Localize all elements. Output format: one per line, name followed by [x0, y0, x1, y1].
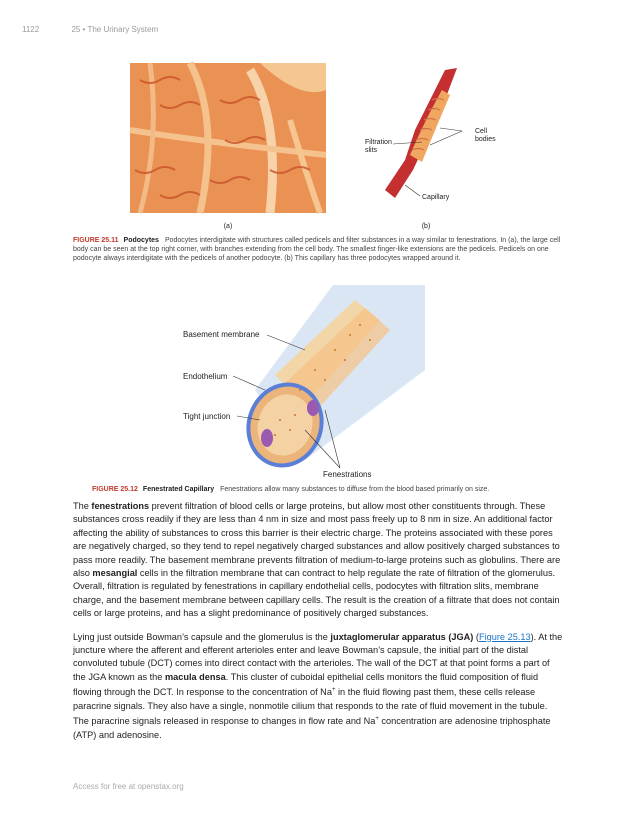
figure-25-11-caption: [73, 236, 563, 263]
caption-text: Podocytes interdigitate with structures called pedicels and filter substances in a way similar to fenestrations. In (a), the large cell body can be seen at the top right corner, with branches extending from the cell body. The smallest finger-like extensions are the pedicels. Pedicels on one podocyte always interdigitate with the pedicels of another podocyte. (b) This capillary has three podocytes wrapped around it.: [73, 237, 561, 262]
footer: Access for free at openstax.org: [73, 782, 184, 791]
text: . This cluster of cuboidal epithelial cells monitors the fluid composition of fluid flowing through the DCT. In response to the concentration of Na: [73, 671, 539, 698]
body-text: [73, 500, 563, 752]
label-filtration-1: Filtration: [365, 139, 392, 146]
capillary-illustration: [385, 68, 462, 198]
caption-title: Podocytes: [123, 237, 159, 244]
label-fenestrations: Fenestrations: [323, 470, 372, 479]
page-number: 1122: [22, 25, 40, 34]
label-endothelium: Endothelium: [183, 372, 228, 381]
paragraph-1: [73, 500, 563, 621]
text: ). At the juncture where the afferent and efferent arterioles enter and leave Bowman’s capsule, the initial part of the distal convoluted tubule (DCT) comes into direct contact with the arterioles. The wall of the DCT at that point forms a part of the JGA known as the: [73, 631, 563, 682]
caption-number: FIGURE 25.11: [73, 237, 119, 244]
figure-25-13-link[interactable]: Figure 25.13: [478, 631, 531, 642]
panel-b-label: (b): [421, 223, 431, 230]
figure-25-12-caption: [92, 485, 582, 494]
page-header: [22, 25, 158, 34]
text: cells in the filtration membrane that can contract to help regulate the rate of filtration of the glomerulus. Overall, filtration is regulated by fenestrations in capillary endothelial cells, podocytes with filtration slits, membrane charge, and the basement membrane between capillary cells. The result is the creation of a filtrate that does not contain cells or large proteins, and has a slight predominance of positively charged substances.: [73, 568, 560, 619]
superscript: +: [331, 687, 336, 694]
text: (: [473, 631, 479, 642]
paragraph-2: [73, 631, 563, 742]
label-tight-junction: Tight junction: [183, 412, 231, 421]
text: prevent filtration of blood cells or large proteins, but allow most other constituents through. These substances cross readily if they are less than 4 nm in size and most pass freely up to 8 nm in size. An additional factor affecting the ability of substances to cross this barrier is their electric charge. The proteins associated with these pores are negatively charged, so they tend to repel negatively charged substances and allow positively charged substances to pass more readily. The basement membrane prevents filtration of medium-to-large proteins such as globulins. There are also: [73, 501, 561, 579]
label-filtration-2: slits: [365, 147, 378, 154]
term-jga: juxtaglomerular apparatus (JGA): [330, 631, 474, 642]
podocyte-micrograph: [130, 63, 326, 213]
label-capillary: Capillary: [422, 194, 450, 201]
caption-text: Fenestrations allow many substances to diffuse from the blood based primarily on size.: [220, 486, 490, 493]
text: Lying just outside Bowman’s capsule and the glomerulus is the: [73, 631, 331, 642]
label-basement-membrane: Basement membrane: [183, 330, 260, 339]
caption-title: Fenestrated Capillary: [142, 486, 215, 493]
text: in the fluid flowing past them, these cells release paracrine signals. They also have a single, nonmotile cilium that responds to the rate of fluid movement in the tubule. The paracrine signals released in response to changes in flow rate and Na: [73, 687, 548, 727]
figure-25-12: [175, 280, 465, 480]
text: The: [73, 501, 92, 511]
caption-number: FIGURE 25.12: [92, 486, 138, 493]
label-cell-bodies-1: Cell: [475, 128, 488, 135]
term-macula-densa: macula densa: [164, 671, 226, 682]
figure-25-11: [130, 60, 496, 230]
term-fenestrations: fenestrations: [91, 501, 150, 511]
panel-a-label: (a): [223, 223, 233, 230]
capillary-tube: [233, 285, 425, 478]
superscript: +: [375, 716, 379, 723]
chapter-title: 25 • The Urinary System: [71, 25, 159, 34]
text: concentration are adenosine triphosphate (ATP) and adenosine.: [73, 716, 551, 740]
label-cell-bodies-2: bodies: [475, 136, 496, 143]
term-mesangial: mesangial: [92, 568, 138, 579]
